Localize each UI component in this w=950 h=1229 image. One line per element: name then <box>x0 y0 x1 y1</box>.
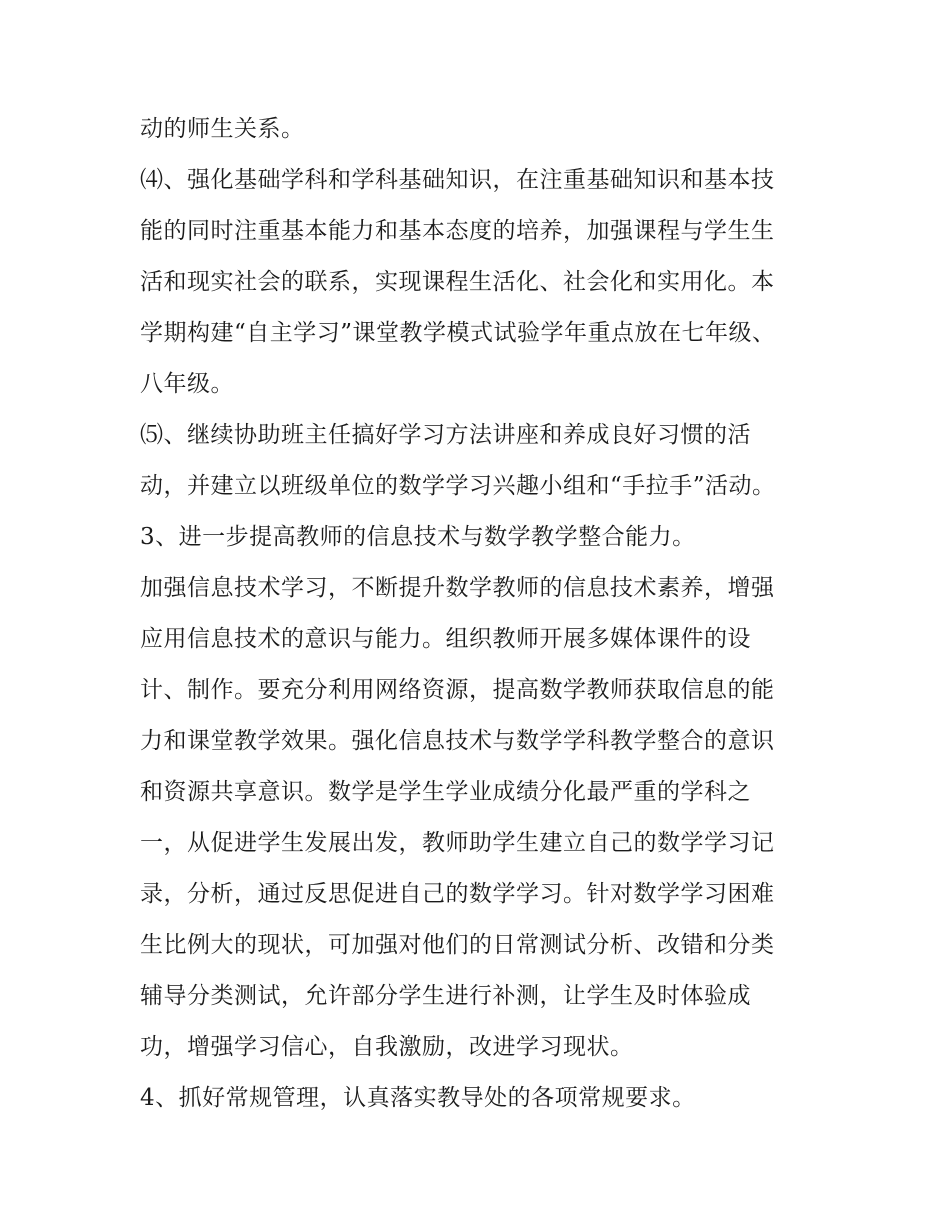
text-line: 动的师生关系。 <box>140 116 305 142</box>
text-line: 计、制作。要充分利用网络资源，提高数学教师获取信息的能 <box>140 677 775 703</box>
body-text <box>140 104 830 1124</box>
text-line: 能的同时注重基本能力和基本态度的培养，加强课程与学生生 <box>140 218 775 244</box>
text-line: ⑷、强化基础学科和学科基础知识，在注重基础知识和基本技 <box>140 167 775 193</box>
text-line: 和资源共享意识。数学是学生学业成绩分化最严重的学科之 <box>140 779 751 805</box>
text-line: 应用信息技术的意识与能力。组织教师开展多媒体课件的设 <box>140 626 751 652</box>
text-line: 学期构建“自主学习”课堂教学模式试验学年重点放在七年级、 <box>140 320 776 346</box>
text-line: 八年级。 <box>140 371 234 397</box>
text-line: 辅导分类测试，允许部分学生进行补测，让学生及时体验成 <box>140 983 751 1009</box>
section-heading: 4、抓好常规管理，认真落实教导处的各项常规要求。 <box>140 1085 696 1111</box>
text-line: 生比例大的现状，可加强对他们的日常测试分析、改错和分类 <box>140 932 775 958</box>
text-line: 录，分析，通过反思促进自己的数学学习。针对数学学习困难 <box>140 881 775 907</box>
text-line: 动，并建立以班级单位的数学学习兴趣小组和“手拉手”活动。 <box>140 473 776 499</box>
text-line: 功，增强学习信心，自我激励，改进学习现状。 <box>140 1034 634 1060</box>
text-line: 力和课堂教学效果。强化信息技术与数学学科教学整合的意识 <box>140 728 775 754</box>
section-heading: 3、进一步提高教师的信息技术与数学教学整合能力。 <box>140 524 696 550</box>
text-line: 活和现实社会的联系，实现课程生活化、社会化和实用化。本 <box>140 269 775 295</box>
text-line: ⑸、继续协助班主任搞好学习方法讲座和养成良好习惯的活 <box>140 422 751 448</box>
text-line: 一，从促进学生发展出发，教师助学生建立自己的数学学习记 <box>140 830 775 856</box>
text-line: 加强信息技术学习，不断提升数学教师的信息技术素养，增强 <box>140 575 775 601</box>
